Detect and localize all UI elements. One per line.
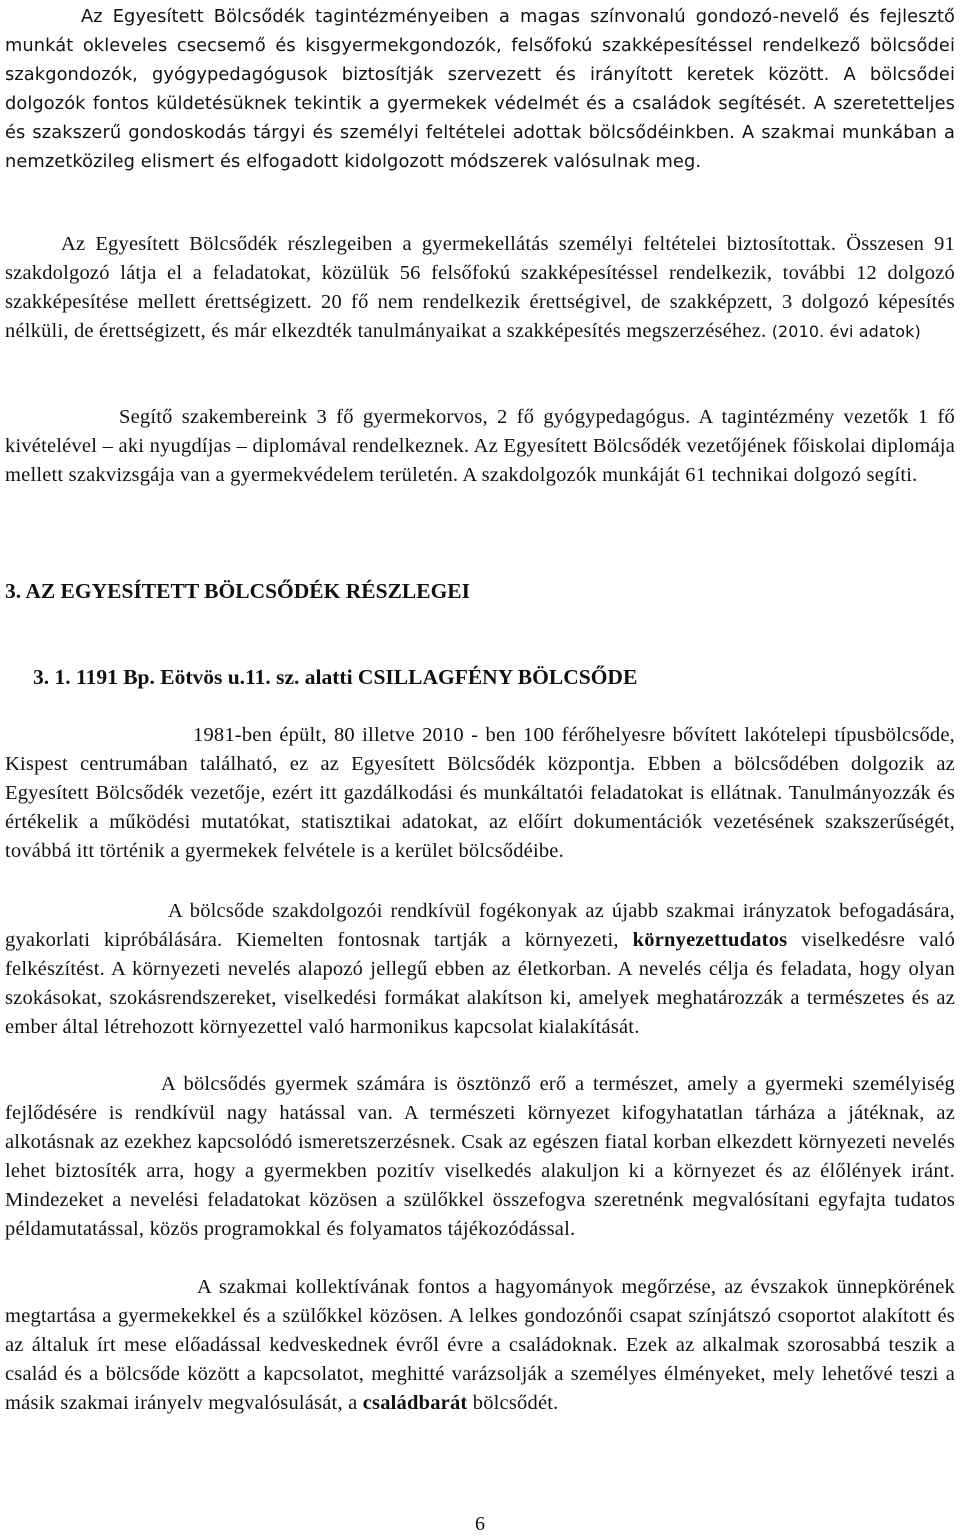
environmental-paragraph-text-1: A bölcsőde szakdolgozói rendkívül fogékonyak az újabb szakmai irányzatok befogadására, gyakorlati kipróbálására. Kiemelten fontosnak tartják a környezeti, xyxy=(5,900,955,951)
environmental-paragraph xyxy=(5,897,955,1042)
intro-paragraph xyxy=(5,2,955,176)
nursery-history-paragraph xyxy=(5,721,955,866)
traditions-paragraph xyxy=(5,1273,955,1418)
specialists-paragraph-text: Segítő szakembereink 3 fő gyermekorvos, 2 fő gyógypedagógus. A tagintézmény vezetők 1 fő kivételével – aki nyugdíjas – diplomával rendelkeznek. Az Egyesített Bölcsődék vezetőjének főiskolai diplomája mellett szakvizsgája van a gyermekvédelem területén. A szakdolgozók munkáját 61 technikai dolgozó segíti. xyxy=(5,406,955,486)
environmental-bold-term: környezettudatos xyxy=(632,929,788,951)
staffing-paragraph-text: Az Egyesített Bölcsődék részlegeiben a gyermekellátás személyi feltételei biztosítottak. Összesen 91 szakdolgozó látja el a feladatokat, közülük 56 felsőfokú szakképesítéssel rendelkezik, további 12 dolgozó szakképesítése mellett érettségizett. 20 fő nem rendelkezik érettségivel, de szakképzett, 3 dolgozó képesítés nélküli, de érettségizett, és már elkezdték tanulmányaikat a szakképesítés megszerzéséhez. xyxy=(5,233,955,342)
traditions-bold-term: családbarát xyxy=(362,1392,468,1414)
intro-paragraph-text: Az Egyesített Bölcsődék tagintézményeiben a magas színvonalú gondozó-nevelő és fejlesztő munkát okleveles csecsemő és kisgyermekgondozók, felsőfokú szakképesítéssel rendelkező bölcsődei szakgondozók, gyógypedagógusok biztosítják szervezett és irányított keretek között. A bölcsődei dolgozók fontos küldetésüknek tekintik a gyermekek védelmét és a családok segítését. A szeretetteljes és szakszerű gondoskodás tárgyi és személyi feltételei adottak bölcsődéinkben. A szakmai munkában a nemzetközileg elismert és elfogadott kidolgozott módszerek valósulnak meg. xyxy=(5,6,955,172)
nature-paragraph-text: A bölcsődés gyermek számára is ösztönző erő a természet, amely a gyermeki személyiség fejlődésére is rendkívül nagy hatással van. A természeti környezet kifogyhatatlan tárháza a játéknak, az alkotásnak az ezekhez kapcsolódó ismeretszerzésnek. Csak az egészen fiatal korban elkezdett környezeti nevelés lehet biztosíték arra, hogy a gyermekben pozitív viselkedés alakuljon ki a környezet és az élőlények iránt. Mindezeket a nevelési feladatokat közösen a szülőkkel összefogva szeretnénk megvalósítani egyfajta tudatos példamutatással, közös programokkal és folyamatos tájékozódással. xyxy=(5,1073,955,1240)
staffing-paragraph xyxy=(5,230,955,346)
traditions-paragraph-text-2: bölcsődét. xyxy=(472,1392,559,1414)
traditions-paragraph-text-1: A szakmai kollektívának fontos a hagyományok megőrzése, az évszakok ünnepkörének megtartása a gyermekekkel és a szülőkkel közösen. A lelkes gondozónői csapat színjátszó csoportot alakított és az általuk írt mese előadással kedveskednek évről évre a családoknak. Ezek az alkalmak szorosabbá teszik a család és a bölcsőde között a kapcsolatot, meghitté varázsolják a személyes élményeket, mely lehetővé teszi a másik szakmai irányelv megvalósulását, a xyxy=(5,1276,955,1414)
specialists-paragraph xyxy=(5,403,955,490)
subsection-heading: 3. 1. 1191 Bp. Eötvös u.11. sz. alatti CSILLAGFÉNY BÖLCSŐDE xyxy=(33,665,638,689)
nursery-history-text: 1981-ben épült, 80 illetve 2010 - ben 100 férőhelyesre bővített lakótelepi típusbölcsőde, Kispest centrumában található, ez az Egyesített Bölcsődék központja. Ebben a bölcsődében dolgozik az Egyesített Bölcsődék vezetője, ezért itt gazdálkodási és munkáltatói feladatokat is ellátnak. Tanulmányozzák és értékelik a működési mutatókat, statisztikai adatokat, az előírt dokumentációk vezetésének szakszerűségét, továbbá itt történik a gyermekek felvétele is a kerület bölcsődéibe. xyxy=(5,724,955,862)
section-heading: 3. AZ EGYESÍTETT BÖLCSŐDÉK RÉSZLEGEI xyxy=(5,579,471,603)
page-number: 6 xyxy=(475,1513,485,1535)
environmental-paragraph-text-2: viselkedésre való felkészítést. A környezeti nevelés alapozó jellegű ebben az életkorban. A nevelés célja és feladata, hogy olyan szokásokat, szokásrendszereket, viselkedési formákat alakítson ki, amelyek meghatározzák a természetes és az ember által létrehozott környezettel való harmonikus kapcsolat kialakítását. xyxy=(5,929,956,1038)
data-year-note: (2010. évi adatok) xyxy=(771,322,921,341)
nature-paragraph xyxy=(5,1070,955,1244)
